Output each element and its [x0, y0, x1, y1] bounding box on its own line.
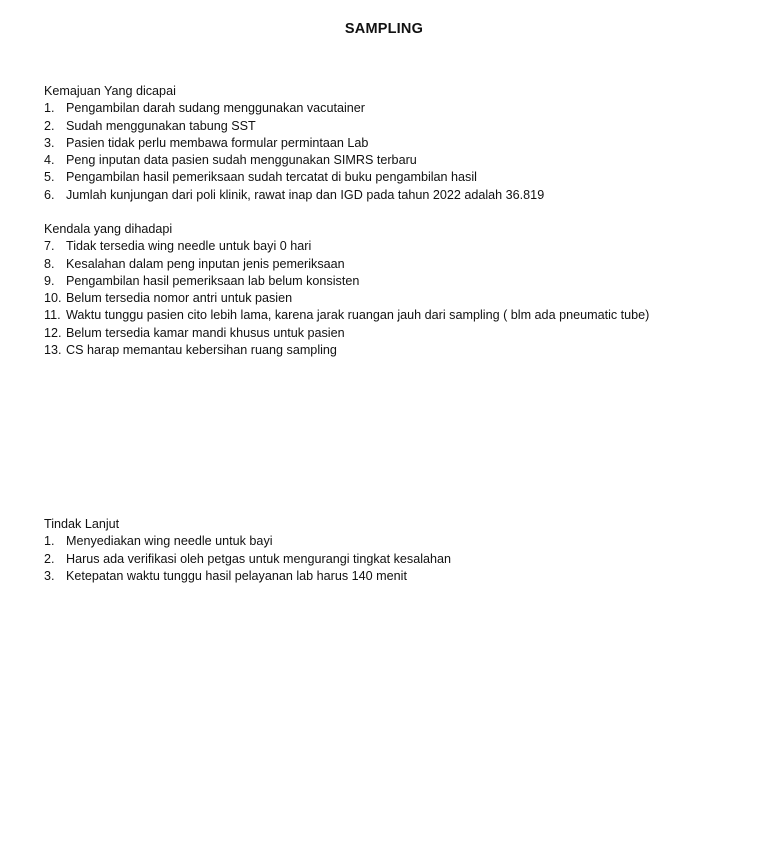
list-item-number: 2. — [44, 118, 55, 133]
list-item-text: Sudah menggunakan tabung SST — [66, 118, 256, 133]
list-item — [44, 533, 744, 550]
list-item — [44, 238, 744, 255]
list-item-number: 9. — [44, 273, 55, 288]
followup-list — [44, 533, 744, 585]
list-item-number: 6. — [44, 187, 55, 202]
list-item — [44, 342, 744, 359]
list-item-text: Menyediakan wing needle untuk bayi — [66, 534, 273, 549]
list-item-text: Jumlah kunjungan dari poli klinik, rawat inap dan IGD pada tahun 2022 adalah 36.819 — [66, 187, 545, 202]
list-item-number: 3. — [44, 568, 55, 583]
progress-heading: Kemajuan Yang dicapai — [44, 84, 176, 98]
list-item-number: 11. — [44, 308, 61, 323]
list-item-text: Kesalahan dalam peng inputan jenis pemeriksaan — [66, 256, 345, 271]
list-item-number: 10. — [44, 291, 62, 306]
document-title: SAMPLING — [344, 21, 424, 37]
obstacles-heading: Kendala yang dihadapi — [44, 222, 173, 236]
list-item-text: CS harap memantau kebersihan ruang sampling — [66, 343, 337, 358]
progress-section — [44, 83, 744, 204]
obstacles-section — [44, 221, 744, 359]
list-item — [44, 152, 744, 169]
list-item-number: 2. — [44, 551, 55, 566]
list-item — [44, 307, 744, 324]
list-item — [44, 551, 744, 568]
obstacles-list — [44, 238, 744, 359]
list-item — [44, 118, 744, 135]
list-item-number: 12. — [44, 325, 62, 340]
followup-section — [44, 516, 744, 585]
list-item — [44, 135, 744, 152]
followup-heading: Tindak Lanjut — [44, 517, 120, 531]
list-item-number: 7. — [44, 239, 55, 254]
list-item-text: Pengambilan darah sudang menggunakan vacutainer — [66, 101, 365, 116]
list-item-text: Pasien tidak perlu membawa formular permintaan Lab — [66, 135, 369, 150]
list-item-text: Belum tersedia nomor antri untuk pasien — [66, 291, 293, 306]
list-item — [44, 325, 744, 342]
list-item-number: 1. — [44, 534, 55, 549]
list-item-text: Waktu tunggu pasien cito lebih lama, karena jarak ruangan jauh dari sampling ( blm ada pneumatic tube) — [66, 308, 650, 323]
list-item-text: Harus ada verifikasi oleh petgas untuk mengurangi tingkat kesalahan — [66, 551, 452, 566]
list-item — [44, 568, 744, 585]
list-item-number: 5. — [44, 170, 55, 185]
list-item-text: Pengambilan hasil pemeriksaan lab belum konsisten — [66, 273, 360, 288]
list-item — [44, 169, 744, 186]
list-item — [44, 256, 744, 273]
list-item-number: 4. — [44, 153, 55, 168]
list-item-text: Pengambilan hasil pemeriksaan sudah tercatat di buku pengambilan hasil — [66, 170, 477, 185]
list-item-text: Tidak tersedia wing needle untuk bayi 0 hari — [66, 239, 312, 254]
list-item-number: 13. — [44, 343, 62, 358]
list-item — [44, 100, 744, 117]
list-item-number: 3. — [44, 135, 55, 150]
list-item — [44, 273, 744, 290]
list-item — [44, 187, 744, 204]
list-item-text: Belum tersedia kamar mandi khusus untuk pasien — [66, 325, 345, 340]
progress-list — [44, 100, 744, 204]
list-item-number: 8. — [44, 256, 55, 271]
list-item-text: Ketepatan waktu tunggu hasil pelayanan lab harus 140 menit — [66, 568, 407, 583]
list-item — [44, 290, 744, 307]
list-item-number: 1. — [44, 101, 55, 116]
list-item-text: Peng inputan data pasien sudah menggunakan SIMRS terbaru — [66, 153, 417, 168]
